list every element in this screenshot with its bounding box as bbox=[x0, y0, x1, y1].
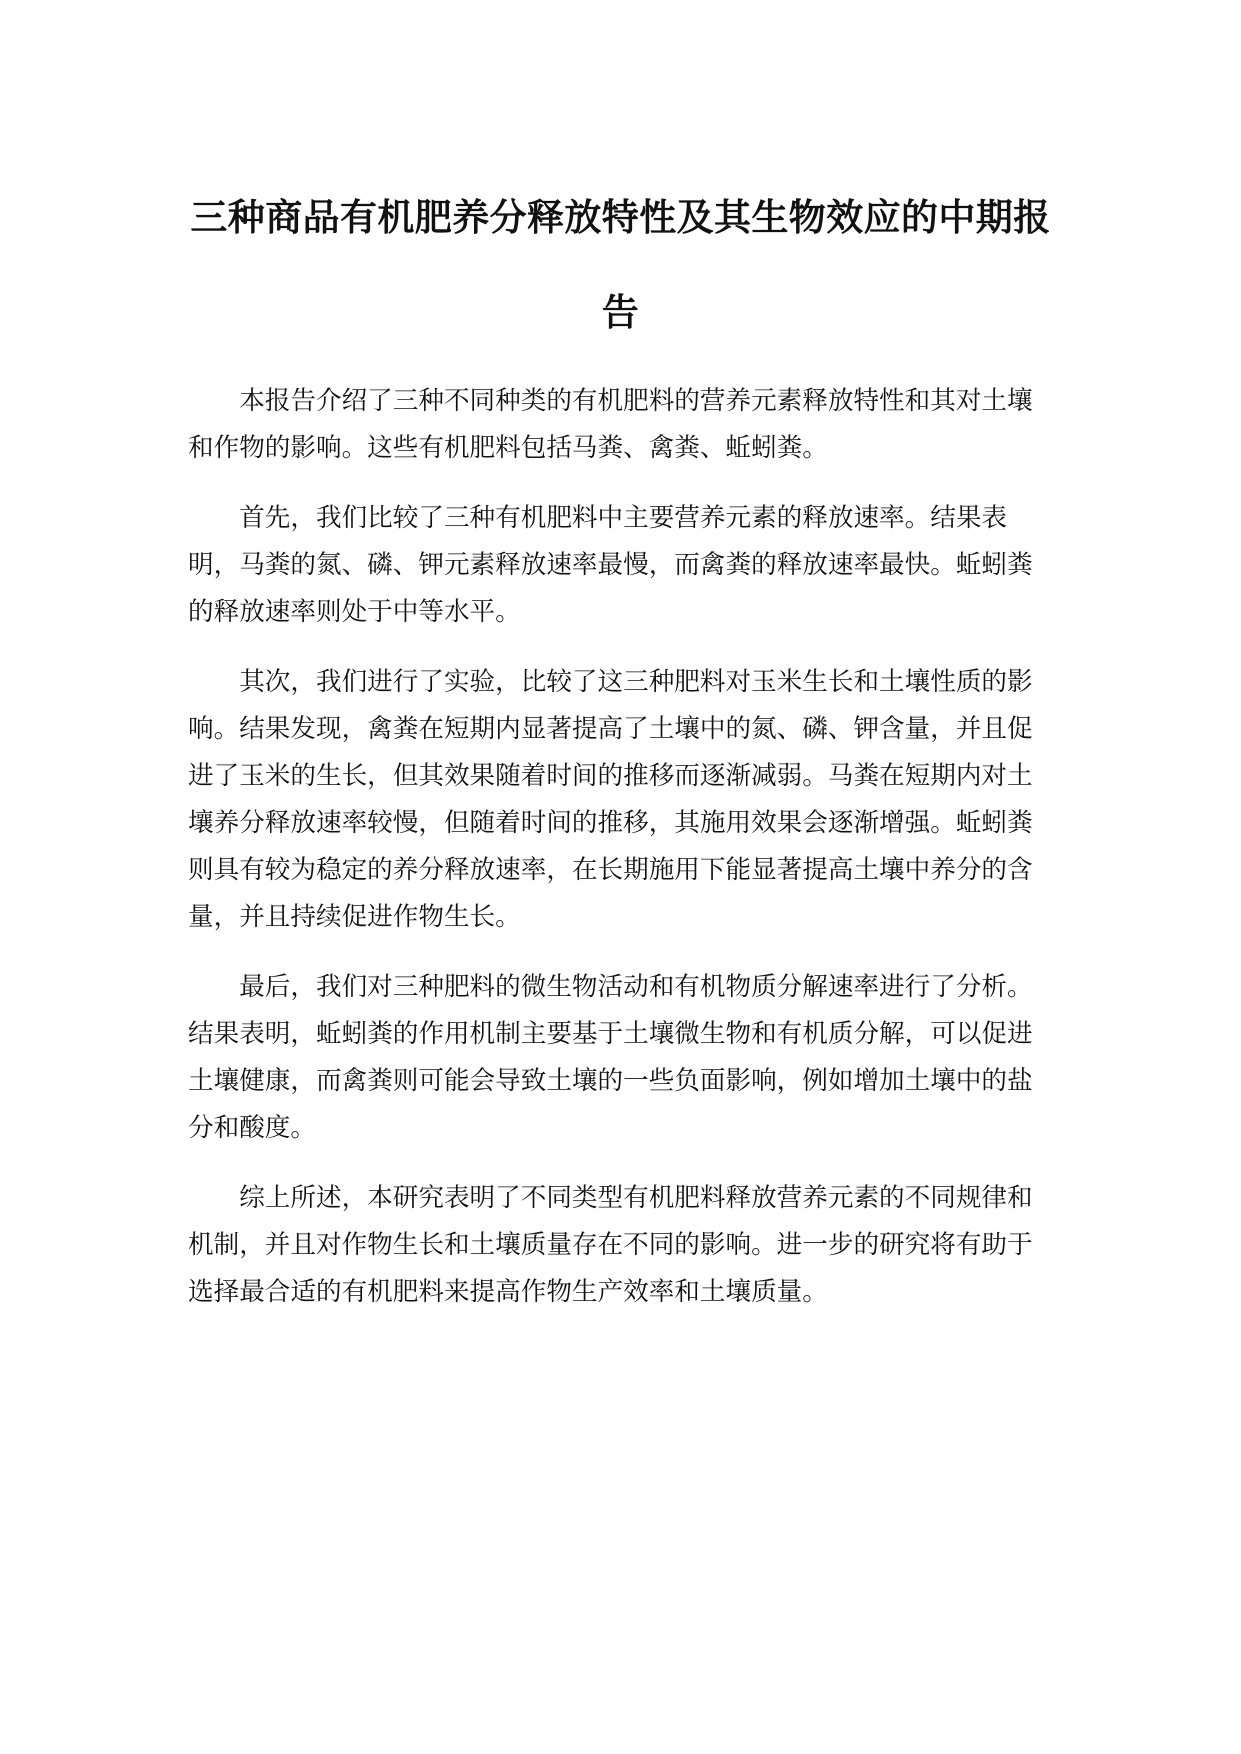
paragraph-introduction: 本报告介绍了三种不同种类的有机肥料的营养元素释放特性和其对土壤和作物的影响。这些有机肥料包括马粪、禽粪、蚯蚓粪。 bbox=[188, 386, 1033, 463]
document-title: 三种商品有机肥养分释放特性及其生物效应的中期报告 bbox=[190, 196, 1051, 334]
paragraph-microbial-analysis: 最后，我们对三种肥料的微生物活动和有机物质分解速率进行了分析。结果表明，蚯蚓粪的作用机制主要基于土壤微生物和有机质分解，可以促进土壤健康，而禽粪则可能会导致土壤的一些负面影响，例如增加土壤中的盐分和酸度。 bbox=[188, 972, 1033, 1143]
paragraph-conclusion: 综上所述，本研究表明了不同类型有机肥料释放营养元素的不同规律和机制，并且对作物生长和土壤质量存在不同的影响。进一步的研究将有助于选择最合适的有机肥料来提高作物生产效率和土壤质量。 bbox=[188, 1183, 1033, 1307]
paragraph-corn-experiment: 其次，我们进行了实验，比较了这三种肥料对玉米生长和土壤性质的影响。结果发现，禽粪在短期内显著提高了土壤中的氮、磷、钾含量，并且促进了玉米的生长，但其效果随着时间的推移而逐渐减弱。马粪在短期内对土壤养分释放速率较慢，但随着时间的推移，其施用效果会逐渐增强。蚯蚓粪则具有较为稳定的养分释放速率，在长期施用下能显著提高土壤中养分的含量，并且持续促进作物生长。 bbox=[188, 667, 1033, 932]
document-body bbox=[188, 378, 1053, 1339]
paragraph-release-rate: 首先，我们比较了三种有机肥料中主要营养元素的释放速率。结果表明，马粪的氮、磷、钾元素释放速率最慢，而禽粪的释放速率最快。蚯蚓粪的释放速率则处于中等水平。 bbox=[188, 503, 1033, 627]
